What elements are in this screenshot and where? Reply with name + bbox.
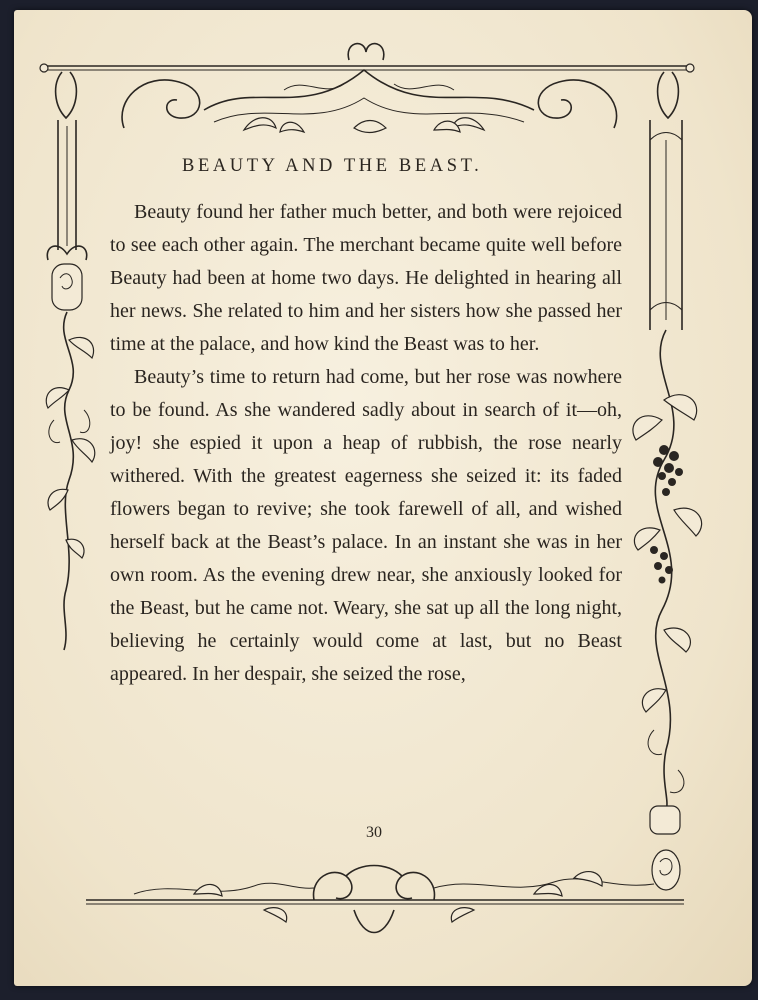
page-title: BEAUTY AND THE BEAST. bbox=[182, 156, 483, 176]
page-number: 30 bbox=[366, 824, 382, 841]
body-text bbox=[110, 196, 622, 691]
paragraph: Beauty found her father much better, and both were rejoiced to see each other again. The merchant became quite well before Beauty had been at home two days. He delighted in hearing all her news. She related to him and her sisters how she passed her time at the palace, and how kind the Beast was to her. bbox=[110, 201, 622, 355]
book-page bbox=[14, 10, 752, 986]
paragraph: Beauty’s time to return had come, but her rose was nowhere to be found. As she wandered sadly about in search of it—oh, joy! she espied it upon a heap of rubbish, the rose nearly withered. With the greatest eagerness she seized it: its faded flowers began to revive; she took farewell of all, and wished herself back at the Beast’s palace. In an instant she was in her own room. As the evening drew near, she anxiously looked for the Beast, but he came not. Weary, she sat up all the long night, believing he certainly would come at last, but no Beast appeared. In her despair, she seized the rose, bbox=[110, 366, 622, 685]
